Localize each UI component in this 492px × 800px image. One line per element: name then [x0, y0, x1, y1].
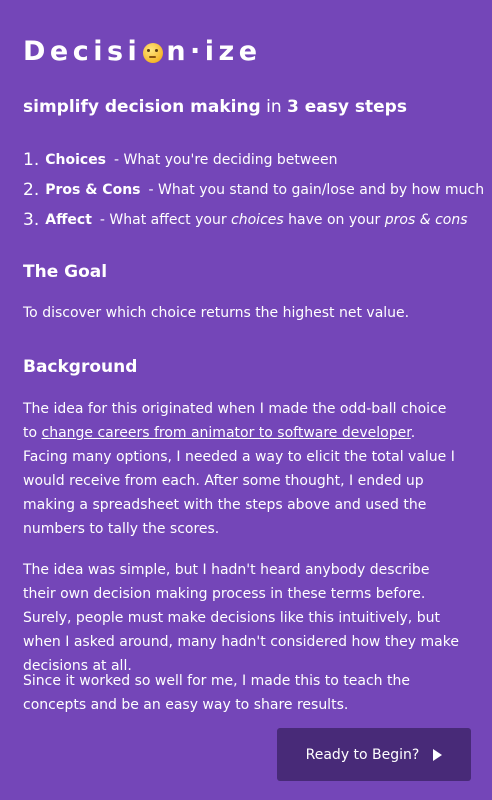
- logo-text-start: Decisi: [23, 36, 142, 67]
- step-description: [100, 212, 468, 228]
- step-name: Choices: [45, 152, 107, 168]
- step-number: 2.: [23, 180, 40, 200]
- play-arrow-icon: [433, 749, 442, 761]
- step-name: Affect: [45, 212, 92, 228]
- step-description: - What you stand to gain/lose and by how much: [148, 182, 485, 198]
- background-paragraph-3: Since it worked so well for me, I made this to teach the concepts and be an easy way to share results.: [23, 673, 410, 713]
- thinking-face-icon: [143, 43, 163, 63]
- step-choices: [23, 145, 484, 175]
- tagline-connector: in: [260, 97, 288, 117]
- step-description: - What you're deciding between: [114, 152, 338, 168]
- step-desc-part: - What affect your: [99, 212, 232, 228]
- goal-text: To discover which choice returns the highest net value.: [23, 305, 410, 321]
- tagline-steps: 3 easy steps: [287, 97, 407, 117]
- step-name: Pros & Cons: [45, 182, 141, 198]
- step-number: 3.: [23, 210, 40, 230]
- tagline-main: simplify decision making: [23, 97, 261, 117]
- logo-text-end: n·ize: [166, 36, 262, 67]
- app-logo: [23, 36, 262, 67]
- step-pros-cons: [23, 175, 484, 205]
- step-number: 1.: [23, 150, 40, 170]
- step-affect: [23, 205, 484, 235]
- paragraph-text: . Facing many options, I needed a way to elicit the total value I would receive from each. After some thought, I ended up making a spreadsheet with the steps above and used the numbers to tally the scores.: [23, 425, 455, 537]
- background-heading: Background: [23, 357, 138, 377]
- goal-heading: The Goal: [23, 262, 108, 282]
- step-desc-pros-cons: pros & cons: [384, 212, 468, 228]
- background-paragraph-2: The idea was simple, but I hadn't heard anybody describe their own decision making process in these terms before. Surely, people must make decisions like this intuitively, but when I asked around, many hadn't considered how they make decisions at all.: [23, 562, 459, 674]
- steps-list: [23, 145, 484, 235]
- background-paragraph-1: [23, 397, 463, 541]
- paragraph-text: The idea for this originated when I made the odd-ball choice to: [23, 401, 447, 441]
- tagline: [23, 97, 407, 117]
- ready-to-begin-button[interactable]: [277, 728, 471, 781]
- button-label: Ready to Begin?: [305, 746, 420, 763]
- step-desc-part: have on your: [283, 212, 385, 228]
- career-change-link[interactable]: change careers from animator to software developer: [41, 425, 411, 441]
- step-desc-choices: choices: [231, 212, 284, 228]
